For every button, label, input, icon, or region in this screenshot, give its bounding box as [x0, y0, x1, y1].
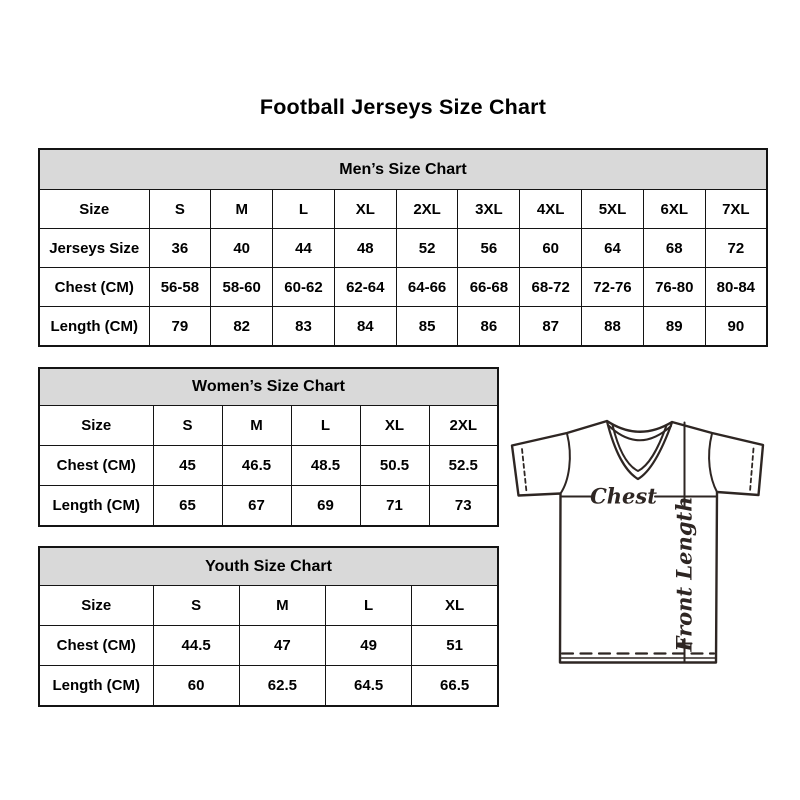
value-cell: 83	[273, 307, 335, 347]
value-cell: 66-68	[458, 268, 520, 307]
value-cell: M	[222, 406, 291, 446]
value-cell: 68	[643, 229, 705, 268]
table-row	[39, 190, 767, 229]
value-cell: 84	[334, 307, 396, 347]
value-cell: 51	[412, 626, 498, 666]
value-cell: 64.5	[326, 666, 412, 707]
table-title-row	[39, 149, 767, 190]
value-cell: 89	[643, 307, 705, 347]
value-cell: 2XL	[396, 190, 458, 229]
value-cell: 48	[334, 229, 396, 268]
value-cell: 48.5	[291, 446, 360, 486]
table-row	[39, 268, 767, 307]
value-cell: 73	[429, 486, 498, 527]
table-title: Men’s Size Chart	[39, 149, 767, 190]
table-row	[39, 666, 498, 707]
value-cell: XL	[412, 586, 498, 626]
value-cell: M	[211, 190, 273, 229]
value-cell: M	[239, 586, 325, 626]
table-row	[39, 446, 498, 486]
value-cell: S	[153, 406, 222, 446]
row-label-cell: Size	[39, 586, 153, 626]
jersey-outline	[512, 421, 763, 663]
mens-size-table	[38, 148, 768, 347]
row-label-cell: Size	[39, 406, 153, 446]
value-cell: S	[153, 586, 239, 626]
value-cell: 3XL	[458, 190, 520, 229]
value-cell: 45	[153, 446, 222, 486]
value-cell: 47	[239, 626, 325, 666]
value-cell: 88	[582, 307, 644, 347]
value-cell: 72	[705, 229, 767, 268]
value-cell: 58-60	[211, 268, 273, 307]
table-title-row	[39, 547, 498, 586]
value-cell: 79	[149, 307, 211, 347]
value-cell: 71	[360, 486, 429, 527]
row-label-cell: Chest (CM)	[39, 268, 149, 307]
value-cell: 52	[396, 229, 458, 268]
womens-size-table	[38, 367, 499, 527]
value-cell: 76-80	[643, 268, 705, 307]
value-cell: 40	[211, 229, 273, 268]
jersey-measurement-diagram	[505, 405, 775, 675]
value-cell: 68-72	[520, 268, 582, 307]
value-cell: 72-76	[582, 268, 644, 307]
value-cell: 62-64	[334, 268, 396, 307]
value-cell: L	[326, 586, 412, 626]
value-cell: 7XL	[705, 190, 767, 229]
value-cell: L	[273, 190, 335, 229]
value-cell: 44	[273, 229, 335, 268]
value-cell: 44.5	[153, 626, 239, 666]
table-title: Women’s Size Chart	[39, 368, 498, 406]
table-row	[39, 626, 498, 666]
value-cell: S	[149, 190, 211, 229]
value-cell: 56	[458, 229, 520, 268]
jersey-diagram-svg	[505, 405, 775, 675]
value-cell: 69	[291, 486, 360, 527]
value-cell: XL	[360, 406, 429, 446]
value-cell: 66.5	[412, 666, 498, 707]
table-title: Youth Size Chart	[39, 547, 498, 586]
row-label-cell: Chest (CM)	[39, 446, 153, 486]
value-cell: 64	[582, 229, 644, 268]
page-title: Football Jerseys Size Chart	[259, 95, 547, 119]
value-cell: 85	[396, 307, 458, 347]
front-length-label: Front Length	[671, 496, 697, 652]
row-label-cell: Chest (CM)	[39, 626, 153, 666]
value-cell: 60	[153, 666, 239, 707]
table-title-row	[39, 368, 498, 406]
value-cell: 86	[458, 307, 520, 347]
value-cell: 60	[520, 229, 582, 268]
value-cell: 60-62	[273, 268, 335, 307]
value-cell: XL	[334, 190, 396, 229]
value-cell: 46.5	[222, 446, 291, 486]
value-cell: 87	[520, 307, 582, 347]
value-cell: 36	[149, 229, 211, 268]
value-cell: 52.5	[429, 446, 498, 486]
chest-label: Chest	[590, 483, 657, 509]
value-cell: 90	[705, 307, 767, 347]
value-cell: L	[291, 406, 360, 446]
value-cell: 4XL	[520, 190, 582, 229]
value-cell: 80-84	[705, 268, 767, 307]
value-cell: 56-58	[149, 268, 211, 307]
value-cell: 5XL	[582, 190, 644, 229]
table-row	[39, 307, 767, 347]
value-cell: 6XL	[643, 190, 705, 229]
row-label-cell: Jerseys Size	[39, 229, 149, 268]
value-cell: 62.5	[239, 666, 325, 707]
value-cell: 67	[222, 486, 291, 527]
value-cell: 2XL	[429, 406, 498, 446]
row-label-cell: Length (CM)	[39, 666, 153, 707]
youth-size-table	[38, 546, 499, 707]
row-label-cell: Size	[39, 190, 149, 229]
value-cell: 82	[211, 307, 273, 347]
value-cell: 49	[326, 626, 412, 666]
table-row	[39, 406, 498, 446]
value-cell: 50.5	[360, 446, 429, 486]
value-cell: 65	[153, 486, 222, 527]
value-cell: 64-66	[396, 268, 458, 307]
row-label-cell: Length (CM)	[39, 307, 149, 347]
table-row	[39, 586, 498, 626]
row-label-cell: Length (CM)	[39, 486, 153, 527]
table-row	[39, 486, 498, 527]
table-row	[39, 229, 767, 268]
